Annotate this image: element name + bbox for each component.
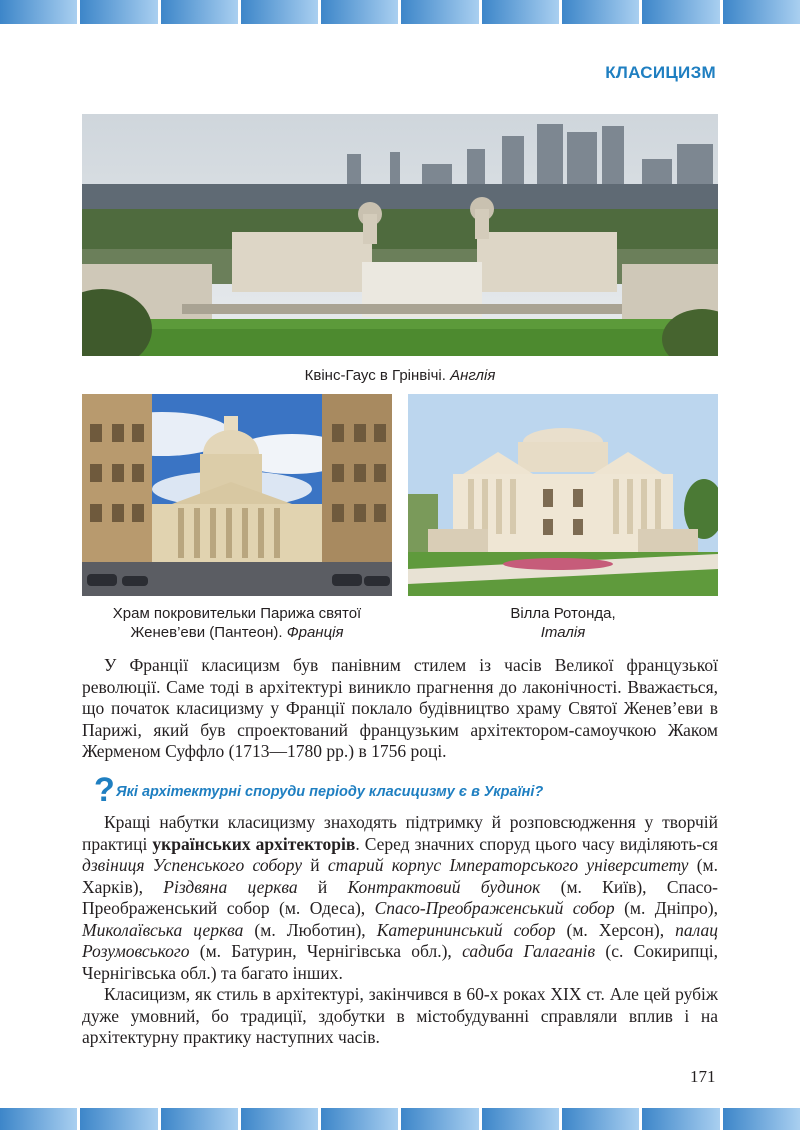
question-block <box>94 771 734 809</box>
text-run: . Серед значних споруд цього часу виділяють-ся <box>355 833 718 854</box>
queens-house-caption <box>82 366 718 385</box>
pantheon-photo <box>82 394 392 596</box>
text-run: й <box>297 876 348 897</box>
paragraph-ukraine <box>82 812 718 1049</box>
building-name: Контрактовий будинок <box>347 876 541 897</box>
building-name: садиба Галаганів <box>462 941 596 961</box>
paragraph-ukraine-text <box>82 812 718 984</box>
text-run: (м. Харків), <box>82 855 719 897</box>
text-run: (м. Батурин, Чернігівська обл.), <box>189 941 463 961</box>
pantheon-caption-line2 <box>82 623 392 642</box>
villa-rotonda-photo <box>408 394 718 596</box>
text-run: (м. Київ), Спасо-Преображенський собор (м. Одеса), <box>82 876 718 918</box>
ukrainian-architects-bold: українських архітекторів <box>152 833 356 854</box>
question-mark-icon: ? <box>94 771 115 809</box>
text-run: (с. Сокирипці, Чернігівська обл.) та багато інших. <box>82 941 718 983</box>
building-name: палац Розумовського <box>82 919 718 961</box>
paragraph-end-of-classicism: Класицизм, як стиль в архітектурі, закінчився в 60-х роках XIX ст. Але цей рубіж дуже умовний, бо традиції, здобутки в містобудуванні справляли вплив і на архітектурну практику наступних часів. <box>82 984 718 1047</box>
pantheon-caption-country: Франція <box>286 624 344 641</box>
rotonda-caption-country <box>408 623 718 642</box>
text-run: Кращі набутки класицизму знаходять підтримку й розповсюдження у творчій практиці <box>82 812 718 854</box>
paragraph-france <box>82 655 718 763</box>
building-name: Катерининський собор <box>376 919 556 940</box>
pantheon-caption-line1: Храм покровительки Парижа святої <box>112 605 362 622</box>
paragraph-france-text: У Франції класицизм був панівним стилем із часів Великої французької революції. Саме тоді в архітектурі виникло прагнення до лаконічності. Вважається, що початок класицизму у Франції поклало будівництво храму Святої Женев’еви в Парижі, який був спроектований французьким архітектором-самоучкою Жаком Жерменом Суффло (1713—1780 рр.) в 1756 році. <box>82 655 718 761</box>
building-name: Миколаївська церква <box>82 919 244 940</box>
building-name: Спасо-Преображенський собор <box>374 898 615 918</box>
text-run: (м. Люботин), <box>243 919 377 940</box>
pantheon-caption-line2-text: Женев’еви (Пантеон). <box>130 624 287 641</box>
queens-house-caption-text: Квінс-Гаус в Грінвічі. <box>304 367 451 384</box>
section-title: КЛАСИЦИЗМ <box>605 63 716 82</box>
text-run: й <box>301 855 328 875</box>
text-run: (м. Херсон), <box>555 919 676 940</box>
building-name: Різдвяна церква <box>163 876 298 897</box>
queens-house-photo <box>82 114 718 356</box>
top-decorative-band <box>0 0 800 24</box>
page-number: 171 <box>690 1067 716 1086</box>
building-name: дзвіниця Успенського собору <box>82 855 302 875</box>
text-run: (м. Дніпро), <box>614 898 718 918</box>
bottom-decorative-band <box>0 1108 800 1130</box>
rotonda-caption-line1: Вілла Ротонда, <box>510 605 616 622</box>
building-name: старий корпус Імператорського університету <box>327 855 689 875</box>
question-text: Які архітектурні споруди періоду класицизму є в Україні? <box>116 784 544 800</box>
rotonda-caption <box>408 604 718 642</box>
queens-house-caption-country: Англія <box>450 367 496 384</box>
pantheon-caption <box>82 604 392 642</box>
rotonda-caption-country-text: Італія <box>540 624 586 641</box>
